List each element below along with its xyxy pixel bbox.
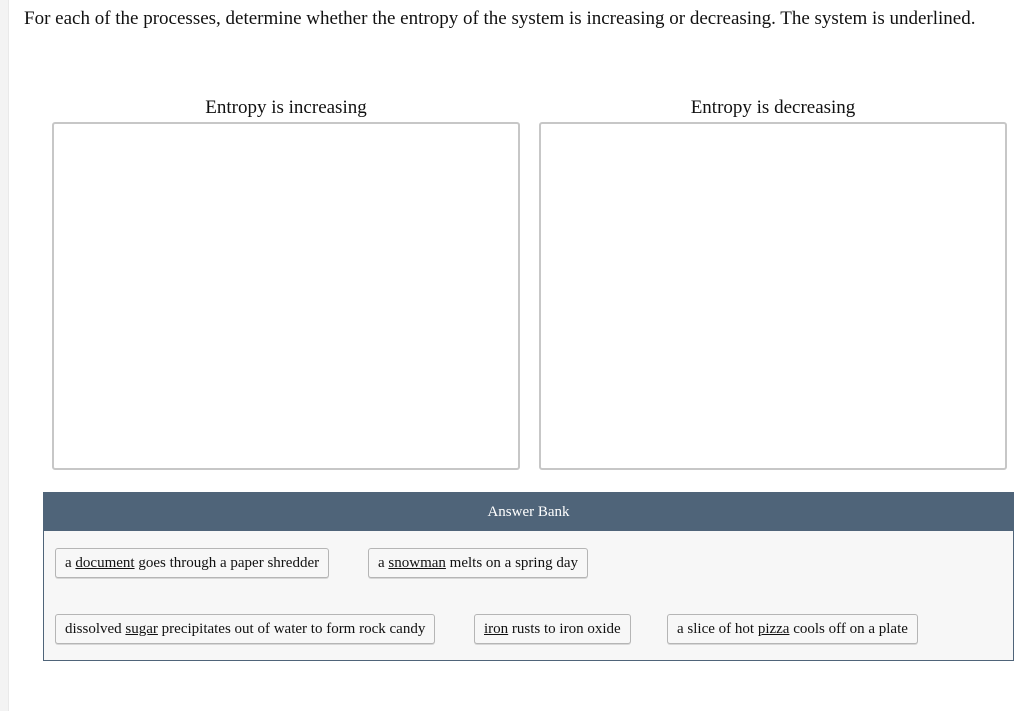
chip-text-post: cools off on a plate [789,621,908,637]
answer-chip-document[interactable] [55,548,329,578]
answer-chip-iron[interactable] [474,614,631,644]
answer-chip-snowman[interactable] [368,548,588,578]
increasing-drop-zone[interactable] [52,122,520,470]
chip-system: sugar [125,621,158,637]
decreasing-column-heading: Entropy is decreasing [690,97,856,118]
chip-system: iron [484,621,509,637]
chip-text-pre: a slice of hot [677,621,758,637]
increasing-column-heading: Entropy is increasing [205,97,367,118]
chip-text-post: melts on a spring day [445,555,578,571]
chip-system: pizza [757,621,790,637]
answer-bank-header: Answer Bank [44,493,1013,531]
answer-chip-pizza[interactable] [667,614,918,644]
decreasing-drop-zone[interactable] [539,122,1007,470]
chip-text-pre: a [378,555,389,571]
chip-text-pre: a [65,555,76,571]
chip-text-post: rusts to iron oxide [508,621,621,637]
chip-system: snowman [388,555,446,571]
chip-system: document [75,555,135,571]
question-prompt: For each of the processes, determine whether the entropy of the system is increasing or decreasing. The system is underlined. [24,8,976,29]
answer-chip-sugar[interactable] [55,614,435,644]
chip-text-pre: dissolved [65,621,126,637]
left-rail [0,0,9,711]
answer-bank [43,492,1014,661]
chip-text-post: precipitates out of water to form rock candy [157,621,426,637]
chip-text-post: goes through a paper shredder [134,555,320,571]
